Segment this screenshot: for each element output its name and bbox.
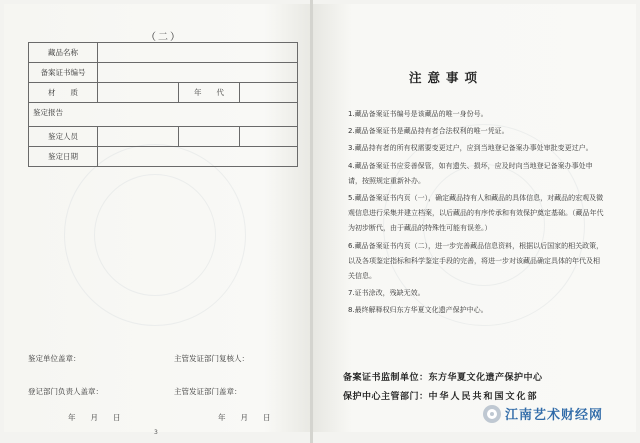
notes-title: 注意事项 bbox=[409, 70, 484, 85]
note-item: 5.藏品备案证书内页（一），确定藏品持有人和藏品的具体信息，对藏品的宏观及微观信息进行采集并建立档案，以后藏品的有序传承和有效保护奠定基础。（藏品年代为初步断代，由于藏品的特殊性可能有误差。） bbox=[348, 194, 604, 233]
cert-number-label: 备案证书编号 bbox=[29, 63, 98, 83]
authority-value: 中华人民共和国文化部 bbox=[428, 392, 539, 402]
cert-number-value bbox=[98, 63, 298, 83]
page-header: （二） bbox=[146, 32, 182, 43]
appraiser-label: 鉴定人员 bbox=[29, 127, 98, 147]
form-row bbox=[29, 63, 298, 83]
watermark-logo bbox=[483, 404, 603, 423]
appraiser-value-3 bbox=[240, 127, 298, 147]
appraiser-value-1 bbox=[98, 127, 179, 147]
form-row bbox=[29, 43, 298, 63]
watermark-text: 江南艺术财经网 bbox=[505, 408, 604, 423]
material-label: 材 质 bbox=[29, 83, 98, 103]
wechat-logo-icon bbox=[483, 405, 501, 423]
note-item: 3.藏品持有者的所有权需要变更过户，应到当地登记备案办事处审批变更过户。 bbox=[348, 144, 593, 153]
note-item: 7.证书涂改，残缺无效。 bbox=[348, 289, 425, 298]
left-page bbox=[4, 4, 310, 436]
collection-name-label: 藏品名称 bbox=[29, 43, 98, 63]
cert-office-seal-label: 主管发证部门盖章： bbox=[174, 387, 242, 396]
appraisal-report-label: 鉴定报告 bbox=[33, 108, 63, 117]
collection-info-form bbox=[28, 42, 298, 167]
background-guilloche bbox=[94, 174, 216, 296]
form-row bbox=[29, 127, 298, 147]
note-item: 2.藏品备案证书是藏品持有者合法权利的唯一凭证。 bbox=[348, 127, 509, 136]
appraisal-date-value bbox=[98, 147, 298, 167]
era-label: 年 代 bbox=[179, 83, 240, 103]
notes-list bbox=[348, 107, 606, 321]
form-row bbox=[29, 103, 298, 127]
supervisor-line bbox=[343, 370, 543, 383]
appraisal-unit-seal-label: 鉴定单位盖章： bbox=[28, 354, 81, 363]
material-value bbox=[98, 83, 179, 103]
appraiser-value-2 bbox=[179, 127, 240, 147]
right-page bbox=[313, 4, 636, 432]
note-item: 8.最终解释权归东方华夏文化遗产保护中心。 bbox=[348, 306, 488, 315]
appraisal-report-box bbox=[29, 103, 298, 127]
appraisal-date-label: 鉴定日期 bbox=[29, 147, 98, 167]
form-row bbox=[29, 83, 298, 103]
page-number: 3 bbox=[154, 429, 158, 436]
registry-head-seal-label: 登记部门负责人盖章： bbox=[28, 387, 103, 396]
date-left: 年 月 日 bbox=[68, 413, 121, 422]
collection-name-value bbox=[98, 43, 298, 63]
supervisor-value: 东方华夏文化遗产保护中心 bbox=[428, 373, 543, 383]
authority-line bbox=[343, 389, 539, 402]
note-item: 1.藏品备案证书编号是该藏品的唯一身份号。 bbox=[348, 110, 488, 118]
era-value bbox=[240, 83, 298, 103]
note-item: 6.藏品备案证书内页（二），进一步完善藏品信息资料，根据以后国家的相关政策，以及各项鉴定指标和科学鉴定手段的完善，将进一步对该藏品确定具体的年代及相关信息。 bbox=[348, 241, 604, 281]
cert-office-reviewer-label: 主管发证部门复核人： bbox=[174, 354, 249, 363]
authority-label: 保护中心主管部门： bbox=[343, 392, 429, 402]
supervisor-label: 备案证书监制单位： bbox=[343, 373, 429, 383]
date-right: 年 月 日 bbox=[218, 413, 271, 422]
note-item: 4.藏品备案证书应妥善保管，如有遗失、损坏，应及时向当地登记备案办事处申请，按照规定重新补办。 bbox=[348, 161, 593, 185]
form-row bbox=[29, 147, 298, 167]
